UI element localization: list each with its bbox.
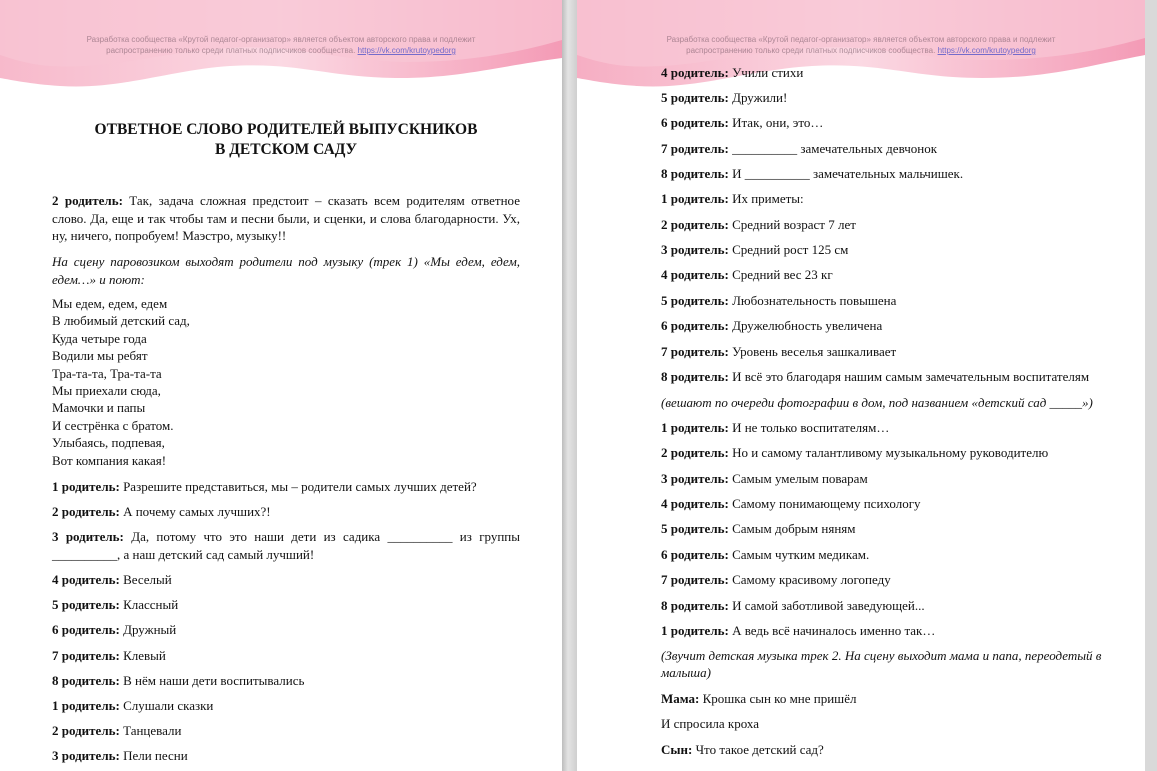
speech-text: Крошка сын ко мне пришёл <box>699 691 857 706</box>
song-line: В любимый детский сад, <box>52 313 190 329</box>
dialogue-line <box>52 478 522 495</box>
speech-text: Что такое детский сад? <box>692 742 824 757</box>
speech-text: Самым умелым поварам <box>728 471 868 486</box>
dialogue-line <box>661 114 1131 131</box>
speech-text: Самым чутким медикам. <box>728 547 870 562</box>
dialogue-line <box>661 571 1131 588</box>
speaker-label: 8 родитель: <box>661 369 729 384</box>
speaker-label: 7 родитель: <box>661 344 729 359</box>
dialogue-line <box>52 621 522 638</box>
dialogue-line <box>661 622 1131 639</box>
stage-direction: На сцену паровозиком выходят родители под музыку (трек 1) «Мы едем, едем, едем…» и поют: <box>52 254 520 287</box>
speaker-label: 2 родитель: <box>661 217 729 232</box>
title-line-2: В ДЕТСКОМ САДУ <box>214 141 357 158</box>
speaker-label: 8 родитель: <box>52 673 120 688</box>
speech-text: Любознательность повышена <box>728 293 897 308</box>
speech-text: Их приметы: <box>728 191 804 206</box>
speech-text: Учили стихи <box>728 65 804 80</box>
speech-text: Клевый <box>119 648 166 663</box>
speech-text: Уровень веселья зашкаливает <box>728 344 897 359</box>
dialogue-line <box>661 546 1131 563</box>
song-line: Мамочки и папы <box>52 400 146 416</box>
speaker-label: 6 родитель: <box>661 318 729 333</box>
song-line: Куда четыре года <box>52 330 147 346</box>
song-line: Тра-та-та, Тра-та-та <box>52 365 162 381</box>
speaker-label: 4 родитель: <box>661 496 729 511</box>
dialogue-line <box>661 690 1131 707</box>
dialogue-line <box>661 317 1131 334</box>
song-line: И сестрёнка с братом. <box>52 417 174 433</box>
speech-text: А почему самых лучших?! <box>119 504 271 519</box>
copyright-line-1: Разработка сообщества «Крутой педагог-организатор» является объектом авторского права и подлежит <box>86 35 476 44</box>
window-edge <box>1145 0 1157 771</box>
dialogue-line <box>52 528 520 563</box>
speaker-label: 8 родитель: <box>661 166 729 181</box>
speech-text: Средний вес 23 кг <box>728 267 833 282</box>
community-link[interactable]: https://vk.com/krutoypedorg <box>937 46 1036 55</box>
speaker-label: 3 родитель: <box>52 748 120 763</box>
copyright-line-2: распространению только среди платных подписчиков сообщества. <box>686 46 936 55</box>
speech-text: Дружный <box>119 622 177 637</box>
speech-text: И не только воспитателям… <box>728 420 890 435</box>
speaker-label: 3 родитель: <box>661 471 729 486</box>
dialogue-line <box>661 190 1131 207</box>
speech-text: Так, задача сложная предстоит – сказать всем родителям ответное слово. Да, еще и так чтобы там и песни были, и сценки, и слова благодарности. Ух, ну, ничего, попробуем! Маэстро, музыку!! <box>52 193 520 243</box>
document-page-right <box>577 0 1145 771</box>
speech-text: Итак, они, это… <box>728 115 824 130</box>
speaker-label: 3 родитель: <box>52 529 124 544</box>
speech-text: Самому красивому логопеду <box>728 572 891 587</box>
speaker-label: 7 родитель: <box>52 648 120 663</box>
page-gutter <box>562 0 577 771</box>
speaker-label: 2 родитель: <box>661 445 729 460</box>
speech-text: И всё это благодаря нашим самым замечательным воспитателям <box>728 369 1090 384</box>
dialogue-line <box>661 292 1131 309</box>
dialogue-line <box>52 747 522 764</box>
song-line: Мы приехали сюда, <box>52 383 161 399</box>
speaker-label: 4 родитель: <box>661 267 729 282</box>
dialogue-line <box>52 722 522 739</box>
speaker-label: 1 родитель: <box>661 420 729 435</box>
song-lyrics <box>52 295 520 469</box>
song-line: Улыбаясь, подпевая, <box>52 435 165 451</box>
copyright-line-1: Разработка сообщества «Крутой педагог-организатор» является объектом авторского права и подлежит <box>666 35 1056 44</box>
speech-text: Да, потому что это наши дети из садика __________ из группы <box>123 529 520 544</box>
dialogue-line <box>661 368 1131 385</box>
dialogue-line <box>52 697 522 714</box>
speaker-label: 2 родитель: <box>52 193 123 208</box>
dialogue-line <box>661 741 1131 758</box>
dialogue-line <box>661 266 1131 283</box>
dialogue-line <box>52 596 522 613</box>
speaker-label: 1 родитель: <box>52 698 120 713</box>
dialogue-line <box>661 419 1131 436</box>
speech-text: Самому понимающему психологу <box>728 496 921 511</box>
speech-text: И __________ замечательных мальчишек. <box>728 166 964 181</box>
intro-paragraph <box>52 192 520 245</box>
speaker-label: 1 родитель: <box>52 479 120 494</box>
speaker-label: 1 родитель: <box>661 623 729 638</box>
speech-text: __________, а наш детский сад самый лучший! <box>52 546 315 562</box>
speaker-label: Мама: <box>661 691 700 706</box>
dialogue-line <box>52 647 522 664</box>
speaker-label: Сын: <box>661 742 693 757</box>
speech-text: Веселый <box>119 572 172 587</box>
copyright-notice <box>577 34 1145 56</box>
dialogue-line <box>661 520 1131 537</box>
speaker-label: 5 родитель: <box>661 90 729 105</box>
dialogue-line <box>661 165 1131 182</box>
dialogue-line <box>661 343 1131 360</box>
speech-text: Дружили! <box>728 90 788 105</box>
stage-direction: (Звучит детская музыка трек 2. На сцену выходит мама и папа, переодетый в малыша) <box>661 648 1102 680</box>
dialogue-line <box>661 597 1131 614</box>
stage-direction: (вешают по очереди фотографии в дом, под названием «детский сад _____») <box>661 395 1093 410</box>
speaker-label: 6 родитель: <box>52 622 120 637</box>
speech-text: В нём наши дети воспитывались <box>119 673 305 688</box>
dialogue-line <box>52 503 522 520</box>
speaker-label: 7 родитель: <box>661 141 729 156</box>
speech-text: Самым добрым няням <box>728 521 856 536</box>
speech-text: Средний рост 125 см <box>728 242 849 257</box>
speaker-label: 8 родитель: <box>661 598 729 613</box>
speaker-label: 5 родитель: <box>52 597 120 612</box>
speech-text: Классный <box>119 597 179 612</box>
speech-text: Пели песни <box>119 748 188 763</box>
speaker-label: 4 родитель: <box>661 65 729 80</box>
document-title <box>52 120 520 160</box>
speech-text: __________ замечательных девчонок <box>728 141 938 156</box>
dialogue-line <box>661 216 1131 233</box>
dialogue-line: И спросила кроха <box>661 716 760 731</box>
copyright-line-2: распространению только среди платных подписчиков сообщества. <box>106 46 356 55</box>
title-line-1: ОТВЕТНОЕ СЛОВО РОДИТЕЛЕЙ ВЫПУСКНИКОВ <box>94 121 478 138</box>
speaker-label: 5 родитель: <box>661 521 729 536</box>
speaker-label: 1 родитель: <box>661 191 729 206</box>
speaker-label: 5 родитель: <box>661 293 729 308</box>
speech-text: Средний возраст 7 лет <box>728 217 856 232</box>
community-link[interactable]: https://vk.com/krutoypedorg <box>357 46 456 55</box>
song-line: Вот компания какая! <box>52 452 167 468</box>
speaker-label: 6 родитель: <box>661 115 729 130</box>
dialogue-line <box>52 672 522 689</box>
dialogue-line <box>661 444 1131 461</box>
speech-text: И самой заботливой заведующей... <box>728 598 925 613</box>
dialogue-line <box>661 64 1131 81</box>
copyright-notice <box>0 34 562 56</box>
speaker-label: 6 родитель: <box>661 547 729 562</box>
speech-text: Слушали сказки <box>119 698 214 713</box>
speaker-label: 4 родитель: <box>52 572 120 587</box>
dialogue-line <box>661 140 1131 157</box>
song-line: Водили мы ребят <box>52 348 148 364</box>
speech-text: Разрешите представиться, мы – родители самых лучших детей? <box>119 479 477 494</box>
dialogue-line <box>661 470 1131 487</box>
speech-text: Но и самому талантливому музыкальному руководителю <box>728 445 1049 460</box>
dialogue-line <box>661 495 1131 512</box>
speech-text: А ведь всё начиналось именно так… <box>728 623 936 638</box>
speech-text: Танцевали <box>119 723 182 738</box>
dialogue-line <box>661 89 1131 106</box>
speech-text: Дружелюбность увеличена <box>728 318 883 333</box>
speaker-label: 2 родитель: <box>52 504 120 519</box>
speaker-label: 2 родитель: <box>52 723 120 738</box>
speaker-label: 3 родитель: <box>661 242 729 257</box>
speaker-label: 7 родитель: <box>661 572 729 587</box>
dialogue-line <box>52 571 522 588</box>
document-page-left <box>0 0 562 771</box>
song-line: Мы едем, едем, едем <box>52 296 168 311</box>
dialogue-line <box>661 241 1131 258</box>
